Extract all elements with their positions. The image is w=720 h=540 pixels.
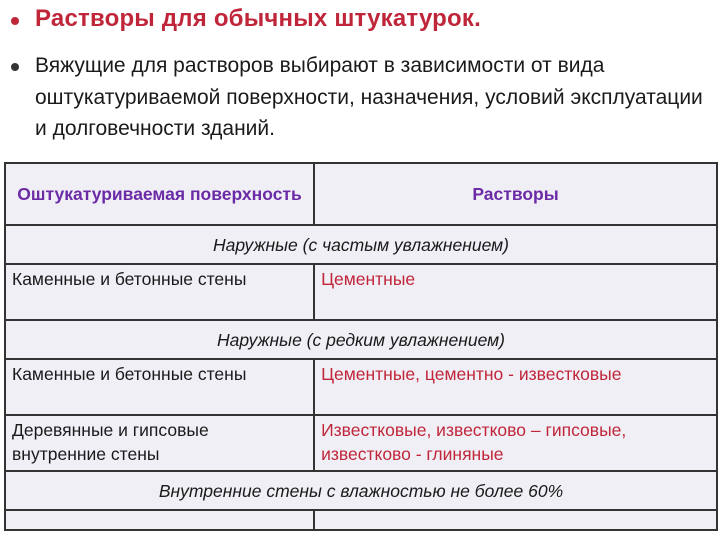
bullet-dot-heading xyxy=(11,17,19,25)
section-title: Наружные (с частым увлажнением) xyxy=(5,225,717,264)
surface-cell: Каменные и бетонные стены xyxy=(5,264,314,320)
section-title: Внутренние стены с влажностью не более 60% xyxy=(5,471,717,510)
mortar-cell-empty xyxy=(314,510,717,530)
mortar-cell: Цементные, цементно - известковые xyxy=(314,359,717,415)
header-surface: Оштукатуриваемая поверхность xyxy=(5,163,314,225)
mortar-cell: Цементные xyxy=(314,264,717,320)
bullet-dot-paragraph xyxy=(11,63,19,71)
surface-cell: Каменные и бетонные стены xyxy=(5,359,314,415)
table-row xyxy=(5,359,717,415)
slide-paragraph: Вяжущие для растворов выбирают в зависимости от вида оштукатуриваемой поверхности, назначения, условий эксплуатации и долговечности зданий. xyxy=(35,54,703,140)
table-row-partial xyxy=(5,510,717,530)
section-row xyxy=(5,471,717,510)
mortar-cell: Известковые, известково – гипсовые, известково - глиняные xyxy=(314,415,717,471)
surface-cell-empty xyxy=(5,510,314,530)
header-mortars: Растворы xyxy=(314,163,717,225)
table-header-row xyxy=(5,163,717,225)
surface-cell: Деревянные и гипсовые внутренние стены xyxy=(5,415,314,471)
table-row xyxy=(5,415,717,471)
mortar-table xyxy=(4,162,718,531)
section-row xyxy=(5,320,717,359)
section-row xyxy=(5,225,717,264)
section-title: Наружные (с редким увлажнением) xyxy=(5,320,717,359)
table-row xyxy=(5,264,717,320)
slide-heading: Растворы для обычных штукатурок. xyxy=(35,5,481,32)
